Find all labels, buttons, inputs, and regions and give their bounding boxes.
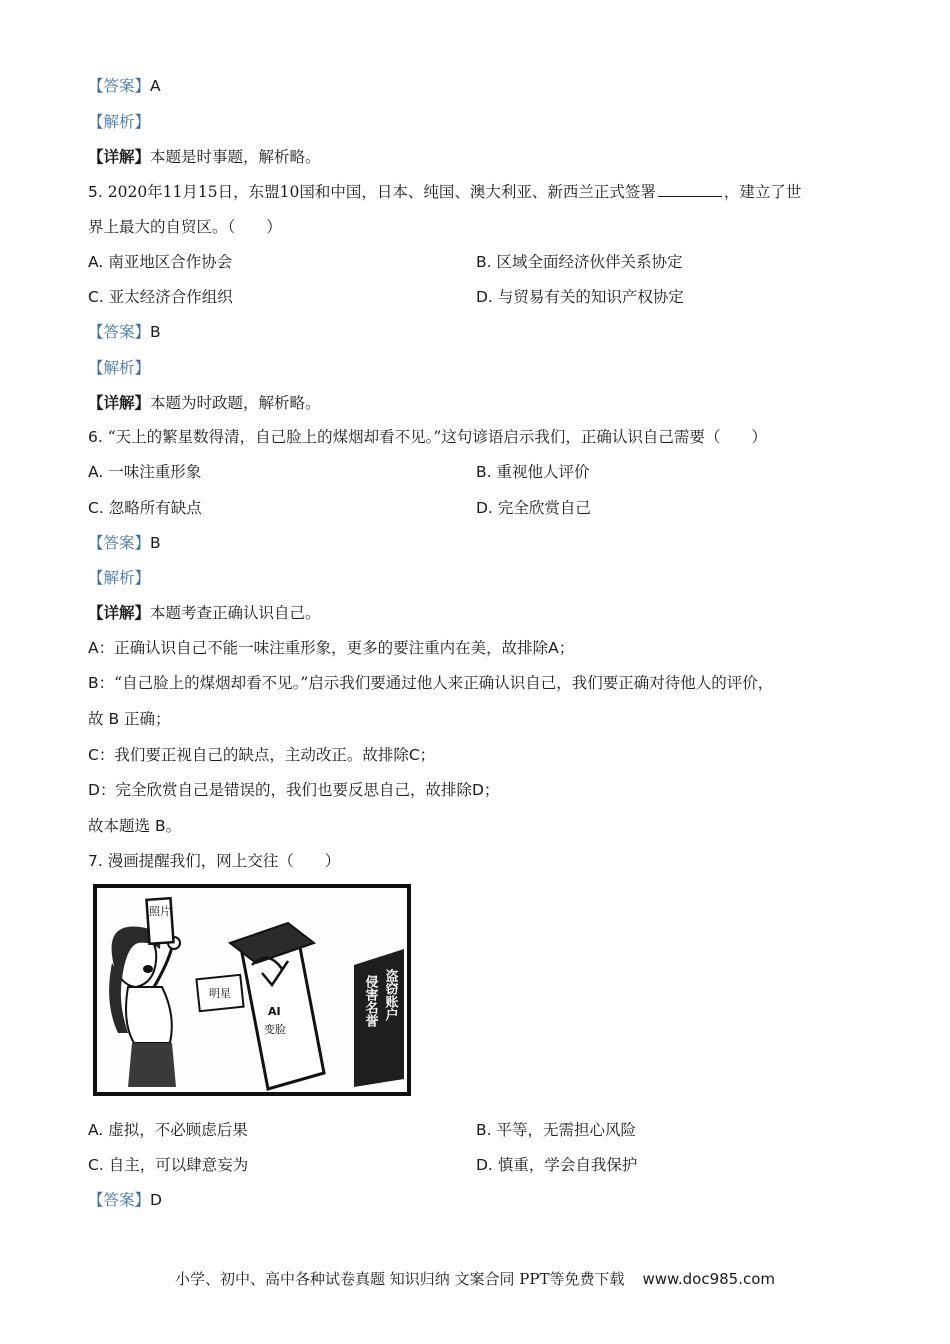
question-number: 6.: [88, 428, 103, 446]
question-text-cont: ，建立了世: [723, 183, 802, 201]
answer-label: 【答案】: [88, 77, 151, 95]
answer-line-4: [88, 75, 161, 97]
answer-value: B: [150, 323, 161, 341]
analysis-label-6: 【解析】: [88, 569, 151, 587]
explanation-letter: B: [88, 674, 99, 692]
option-text: 重视他人评价: [496, 463, 590, 481]
option-text: 忽略所有缺点: [108, 499, 202, 517]
option-a: [88, 461, 201, 483]
detail-line-4: [88, 146, 321, 168]
explanation-d: [88, 779, 499, 801]
option-c: [88, 1154, 248, 1176]
option-letter: B.: [476, 463, 492, 481]
star-label: 明星: [209, 987, 231, 1000]
option-b: [476, 461, 590, 483]
question-5-line-1: [88, 181, 801, 203]
explanation-letter: B: [108, 710, 120, 728]
answer-value: B: [150, 534, 161, 552]
answer-line-5: [88, 321, 161, 343]
option-text: 一味注重形象: [108, 463, 202, 481]
option-letter: D.: [476, 1156, 493, 1174]
option-text: 区域全面经济伙伴关系协定: [496, 253, 683, 271]
option-letter: A.: [88, 1121, 104, 1139]
detail-line-5: [88, 392, 321, 414]
explanation-punct: ；: [558, 639, 575, 657]
question-6-line: [88, 426, 767, 448]
analysis-label-4: 【解析】: [88, 113, 151, 131]
option-text: 平等，无需担心风险: [496, 1121, 637, 1139]
cartoon-illustration: [92, 883, 412, 1097]
option-b: [476, 1119, 636, 1141]
answer-label: 【答案】: [88, 534, 151, 552]
answer-line-6: [88, 532, 161, 554]
option-text: 南亚地区合作协会: [108, 253, 233, 271]
answer-value: A: [150, 77, 161, 95]
answer-value: D: [150, 1191, 162, 1209]
option-c: [88, 286, 233, 308]
option-d: [476, 286, 684, 308]
explanation-letter: A: [88, 639, 99, 657]
option-letter: B.: [476, 253, 492, 271]
question-5-line-2: 界上最大的自贸区。（ ）: [88, 218, 282, 236]
aging-label: 变脸: [264, 1023, 286, 1036]
option-letter: D.: [476, 288, 493, 306]
detail-text: 本题是时事题，解析略。: [150, 148, 321, 166]
option-c: [88, 497, 202, 519]
option-letter: D.: [476, 499, 493, 517]
option-text: 亚太经济合作组织: [108, 288, 233, 306]
question-text: 漫画提醒我们，网上交往（ ）: [107, 852, 341, 870]
photo-label: 照片: [149, 905, 171, 918]
option-letter: B.: [476, 1121, 492, 1139]
explanation-text: 正确；: [124, 710, 171, 728]
explanation-c: [88, 744, 435, 766]
explanation-a: [88, 637, 574, 659]
explanation-b-line-2: [88, 708, 171, 730]
explanation-end-letter: D: [471, 781, 484, 799]
explanation-end-letter: A: [548, 639, 559, 657]
option-letter: A.: [88, 463, 104, 481]
explanation-letter: D: [88, 781, 100, 799]
detail-text: 本题为时政题，解析略。: [150, 394, 321, 412]
option-text: 虚拟，不必顾虑后果: [108, 1121, 248, 1139]
option-d: [476, 497, 591, 519]
answer-label: 【答案】: [88, 323, 151, 341]
option-a: [88, 251, 232, 273]
explanation-text: ：正确认识自己不能一味注重形象，更多的要注重内在美，故排除: [98, 639, 549, 657]
option-text: 完全欣赏自己: [497, 499, 591, 517]
detail-label: 【详解】: [88, 393, 151, 412]
detail-line-6: [88, 602, 321, 624]
explanation-pre: 故: [88, 710, 104, 728]
option-text: 与贸易有关的知识产权协定: [497, 288, 684, 306]
question-number: 7.: [88, 852, 103, 870]
option-text: 慎重，学会自我保护: [497, 1156, 638, 1174]
explanation-punct: ；: [483, 781, 500, 799]
question-text: “天上的繁星数得清，自己脸上的煤烟却看不见。”这句谚语启示我们，正确认识自己需要（ ）: [107, 428, 767, 446]
explanation-text: ：“自己脸上的煤烟却看不见。”启示我们要通过他人来正确认识自己，我们要正确对待他人的评价，: [98, 674, 774, 692]
explanation-punct: ；: [419, 746, 436, 764]
detail-label: 【详解】: [88, 603, 151, 622]
answer-line-7: [88, 1189, 162, 1211]
option-d: [476, 1154, 637, 1176]
answer-label: 【答案】: [88, 1191, 151, 1209]
harm-label: 侵害名誉: [362, 975, 378, 1027]
detail-text: 本题考查正确认识自己。: [150, 604, 321, 622]
fill-blank: [658, 182, 722, 197]
option-letter: A.: [88, 253, 104, 271]
steal-label: 盗窃账户: [382, 969, 398, 1021]
footer-text: 小学、初中、高中各种试卷真题 知识归纳 文案合同 PPT等免费下载: [174, 1270, 625, 1288]
option-b: [476, 251, 683, 273]
footer-link[interactable]: www.doc985.com: [642, 1270, 776, 1288]
explanation-conclusion: [88, 815, 181, 837]
analysis-label-5: 【解析】: [88, 359, 151, 377]
conclusion-punct: 。: [165, 817, 182, 835]
option-letter: C.: [88, 499, 104, 517]
question-number: 5.: [88, 183, 103, 201]
option-a: [88, 1119, 248, 1141]
explanation-b-line-1: [88, 672, 773, 694]
option-letter: C.: [88, 288, 104, 306]
explanation-text: ：我们要正视自己的缺点，主动改正。故排除: [98, 746, 409, 764]
ai-label: AI: [268, 1005, 281, 1018]
explanation-end-letter: C: [408, 746, 420, 764]
question-7-line: [88, 850, 340, 872]
detail-label: 【详解】: [88, 147, 151, 166]
page-footer: [0, 1268, 950, 1289]
conclusion-text: 故本题选: [88, 817, 151, 835]
conclusion-letter: B: [154, 817, 166, 835]
question-text: 2020年11月15日，东盟10国和中国，日本、纯国、澳大利亚、新西兰正式签署: [107, 183, 656, 201]
option-letter: C.: [88, 1156, 104, 1174]
explanation-text: ：完全欣赏自己是错误的，我们也要反思自己，故排除: [99, 781, 472, 799]
explanation-letter: C: [88, 746, 99, 764]
option-text: 自主，可以肆意妄为: [108, 1156, 249, 1174]
